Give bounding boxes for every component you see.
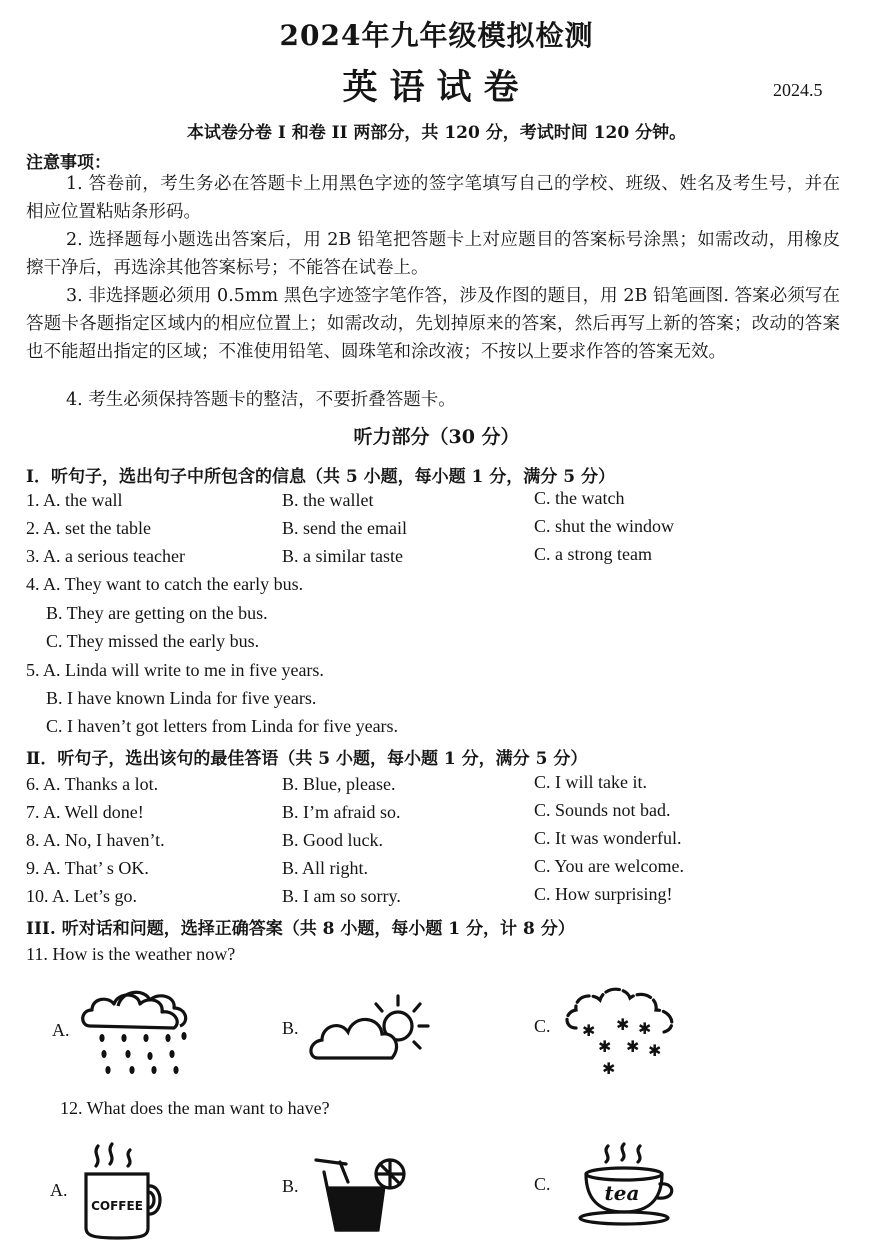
- option-text: C. It was wonderful.: [534, 828, 682, 848]
- option-text: C. Sounds not bad.: [534, 800, 671, 820]
- svg-text:✱: ✱: [648, 1041, 662, 1060]
- option-text: C. a strong team: [534, 544, 652, 564]
- option-text: 5. A. Linda will write to me in five years.: [26, 660, 324, 680]
- svg-text:✱: ✱: [626, 1037, 640, 1056]
- note-item: 2. 选择题每小题选出答案后，用 2B 铅笔把答题卡上对应题目的答案标号涂黑；如需改动，用橡皮擦干净后，再选涂其他答案标号；不能答在试卷上。: [26, 230, 840, 278]
- option-text: B. Blue, please.: [282, 774, 396, 794]
- note-item: 3. 非选择题必须用 0.5mm 黑色字迹签字笔作答，涉及作图的题目，用 2B 铅笔画图. 答案必须写在答题卡各题指定区域内的相应位置上；如需改动，先划掉原来的答案，然后再写上新的答案；改动的答案也不能超出指定的区域；不准使用铅笔、圆珠笔和涂改液；不按以上要求作答的答案无效。: [26, 286, 840, 362]
- coffee-label: COFFEE: [91, 1199, 143, 1213]
- cloudy-sun-icon: [308, 990, 434, 1064]
- option-text: B. I am so sorry.: [282, 886, 401, 906]
- option-letter: C.: [534, 1174, 551, 1194]
- exam-title: 2024年九年级模拟检测: [279, 19, 594, 52]
- question-12: 12. What does the man want to have?: [60, 1098, 330, 1118]
- option-text: C. You are welcome.: [534, 856, 684, 876]
- svg-text:✱: ✱: [582, 1021, 596, 1040]
- snow-cloud-icon: [562, 984, 682, 1076]
- note-item: 4. 考生必须保持答题卡的整洁，不要折叠答题卡。: [66, 390, 456, 410]
- drink-glass-icon: [312, 1152, 412, 1234]
- svg-text:✱: ✱: [616, 1015, 630, 1034]
- option-text: 9. A. That’ s OK.: [26, 858, 149, 878]
- note-item: 1. 答卷前，考生务必在答题卡上用黑色字迹的签字笔填写自己的学校、班级、姓名及考生号，并在相应位置粘贴条形码。: [26, 174, 840, 222]
- option-text: 1. A. the wall: [26, 490, 123, 510]
- option-text: B. a similar taste: [282, 546, 403, 566]
- option-text: 8. A. No, I haven’t.: [26, 830, 165, 850]
- tea-cup-icon: [578, 1140, 678, 1230]
- option-text: C. They missed the early bus.: [46, 631, 260, 651]
- rain-cloud-icon: [78, 986, 198, 1078]
- part3-heading: III. 听对话和问题，选择正确答案（共 8 小题，每小题 1 分，计 8 分）: [26, 919, 575, 939]
- option-text: B. I have known Linda for five years.: [46, 688, 317, 708]
- coffee-mug-icon: [80, 1140, 170, 1240]
- svg-text:✱: ✱: [598, 1037, 612, 1056]
- option-text: 4. A. They want to catch the early bus.: [26, 574, 304, 594]
- svg-text:✱: ✱: [638, 1019, 652, 1038]
- option-text: 7. A. Well done!: [26, 802, 144, 822]
- exam-intro: 本试卷分卷 I 和卷 II 两部分，共 120 分，考试时间 120 分钟。: [186, 123, 687, 143]
- option-text: C. I haven’t got letters from Linda for five years.: [46, 716, 399, 736]
- exam-subtitle: 英语试卷: [342, 67, 531, 108]
- option-letter: B.: [282, 1018, 299, 1038]
- option-text: B. They are getting on the bus.: [46, 603, 268, 623]
- option-text: 2. A. set the table: [26, 518, 151, 538]
- option-text: B. the wallet: [282, 490, 374, 510]
- option-text: C. shut the window: [534, 516, 675, 536]
- option-letter: A.: [52, 1020, 70, 1040]
- part1-heading: Ⅰ．听句子，选出句子中所包含的信息（共 5 小题，每小题 1 分，满分 5 分）: [26, 467, 615, 487]
- option-text: 3. A. a serious teacher: [26, 546, 185, 566]
- option-text: C. How surprising!: [534, 884, 673, 904]
- notes-heading: 注意事项：: [26, 153, 111, 173]
- tea-label: tea: [604, 1181, 640, 1205]
- option-letter: C.: [534, 1016, 551, 1036]
- option-text: 10. A. Let’s go.: [26, 886, 137, 906]
- exam-date: 2024.5: [773, 80, 823, 100]
- svg-text:✱: ✱: [602, 1059, 616, 1076]
- option-letter: B.: [282, 1176, 299, 1196]
- listening-section-title: 听力部分（30 分）: [353, 426, 520, 448]
- option-text: C. the watch: [534, 488, 625, 508]
- option-text: B. send the email: [282, 518, 407, 538]
- option-text: B. I’m afraid so.: [282, 802, 401, 822]
- question-11: 11. How is the weather now?: [26, 944, 236, 964]
- option-text: B. All right.: [282, 858, 369, 878]
- option-text: B. Good luck.: [282, 830, 383, 850]
- option-text: C. I will take it.: [534, 772, 647, 792]
- option-letter: A.: [50, 1180, 68, 1200]
- option-text: 6. A. Thanks a lot.: [26, 774, 159, 794]
- part2-heading: Ⅱ．听句子，选出该句的最佳答语（共 5 小题，每小题 1 分，满分 5 分）: [26, 749, 588, 769]
